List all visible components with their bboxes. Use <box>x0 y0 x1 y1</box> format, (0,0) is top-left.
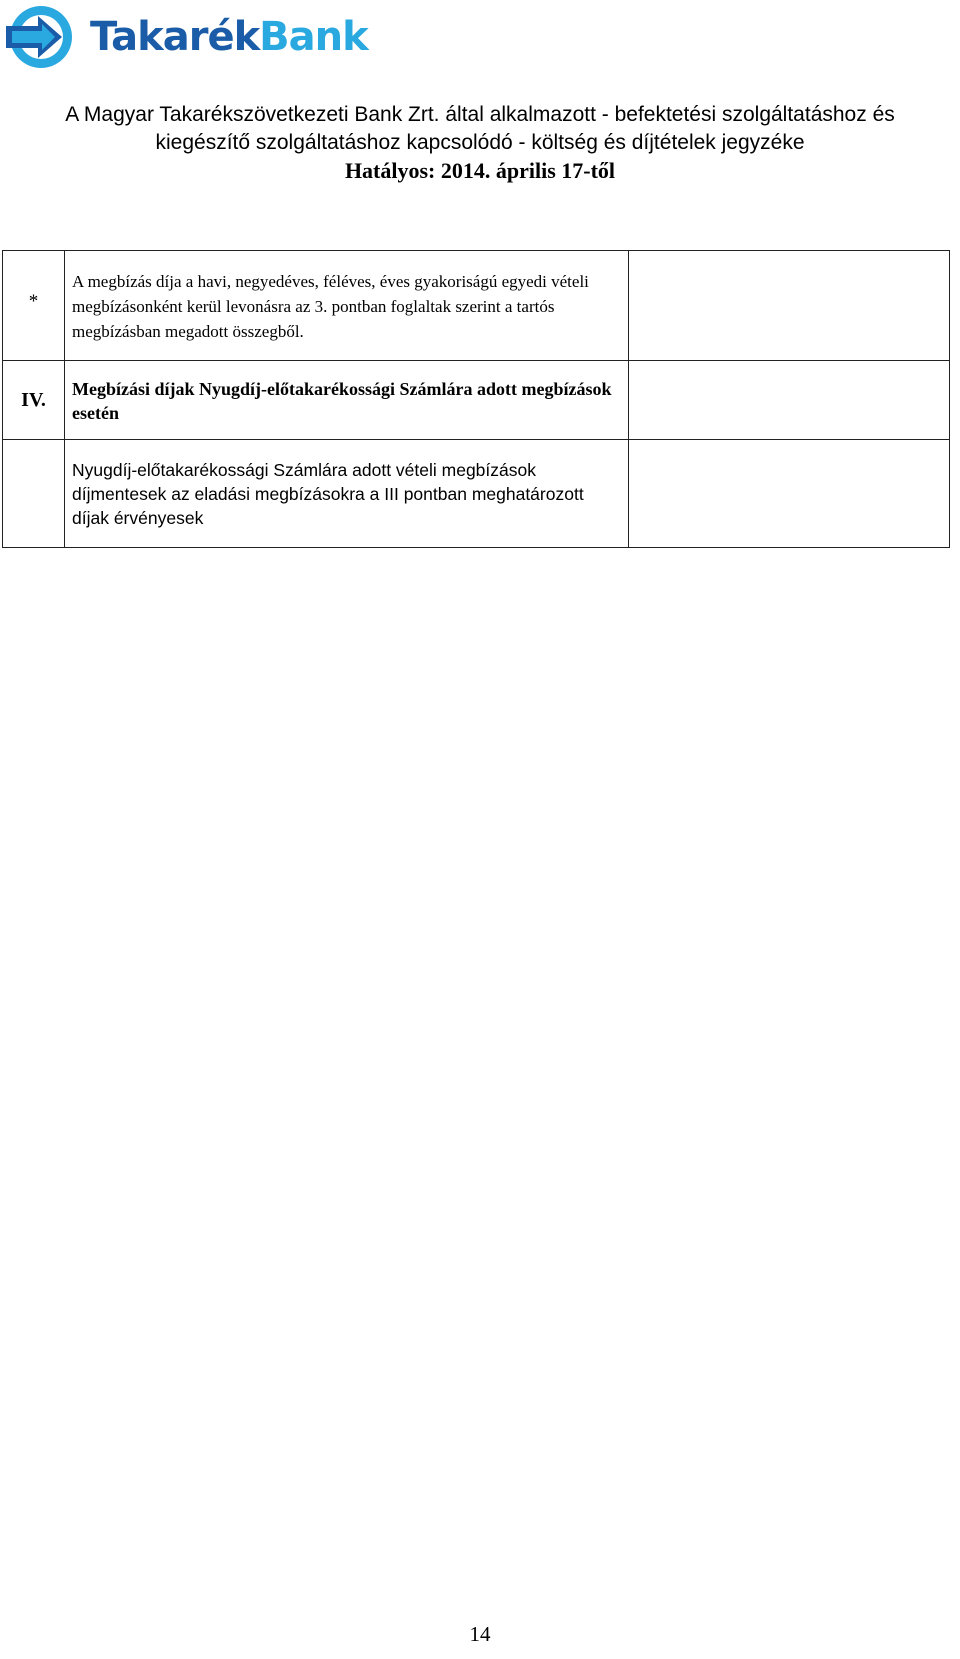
table-row <box>3 440 950 548</box>
row-value-cell <box>629 251 950 361</box>
document-title-line2: kiegészítő szolgáltatáshoz kapcsolódó - költség és díjtételek jegyzéke <box>155 131 805 154</box>
takarekbank-arrow-logo-icon <box>4 4 78 70</box>
row-text-cell <box>65 361 629 440</box>
section-heading: Megbízási díjak Nyugdíj-előtakarékossági Számlára adott megbízások esetén <box>72 379 612 423</box>
fee-table <box>2 250 950 548</box>
row-mark-cell <box>3 361 65 440</box>
logo-wordmark-part2: Bank <box>259 14 368 60</box>
row-mark: * <box>28 291 39 312</box>
logo-wordmark-part1: Takarék <box>90 14 260 60</box>
row-value-cell <box>629 440 950 548</box>
effective-date: Hatályos: 2014. április 17-től <box>344 158 616 183</box>
page-number: 14 <box>469 1622 491 1646</box>
row-text: A megbízás díja a havi, negyedéves, féléves, éves gyakoriságú egyedi vételi megbízásonként kerül levonásra az 3. pontban foglaltak szerint a tartós megbízásban megadott összegből. <box>72 272 589 341</box>
row-mark-cell <box>3 440 65 548</box>
row-value-cell <box>629 361 950 440</box>
row-text: Nyugdíj-előtakarékossági Számlára adott vételi megbízások díjmentesek az eladási megbízásokra a III pontban meghatározott díjak érvényesek <box>72 460 584 528</box>
bank-logo <box>4 2 368 72</box>
bank-logo-wordmark <box>90 14 368 60</box>
table-row <box>3 361 950 440</box>
row-text-cell <box>65 251 629 361</box>
row-mark-cell <box>3 251 65 361</box>
document-title-line1: A Magyar Takarékszövetkezeti Bank Zrt. által alkalmazott - befektetési szolgáltatáshoz és <box>65 103 895 126</box>
section-number: IV. <box>21 389 46 411</box>
row-text-cell <box>65 440 629 548</box>
table-row <box>3 251 950 361</box>
